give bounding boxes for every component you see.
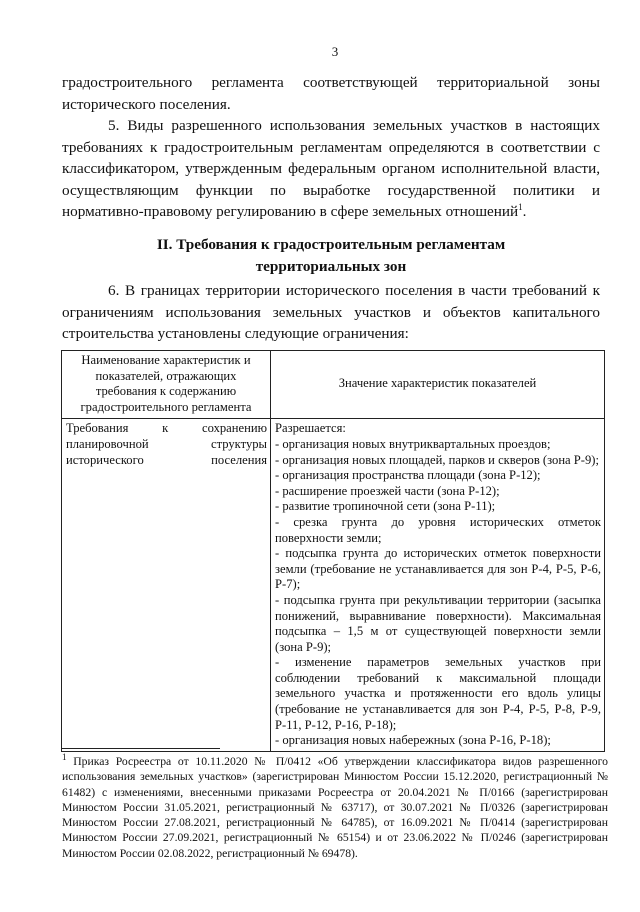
value-line: - подсыпка грунта до исторических отметок поверхности земли (требование не устанавливается для зон Р-4, Р-5, Р-6, Р-7); [275,546,601,592]
value-line: - расширение проезжей части (зона Р-12); [275,483,500,498]
paragraph-5 [62,115,600,223]
value-line: - организация пространства площади (зона Р-12); [275,468,541,483]
paragraph-5-end: . [522,203,527,220]
footnote-divider [62,748,220,749]
value-line: - организация новых набережных (зона Р-16, Р-18); [275,733,551,748]
section-heading-line1: II. Требования к градостроительным регламентам [156,236,506,253]
table-row [62,419,605,751]
footnote-marker: 1 [62,752,67,763]
table-cell-requirement: Требования к сохранению планировочной структуры исторического поселения [62,419,271,751]
section-heading-line2: территориальных зон [255,257,407,275]
footnote [62,754,608,861]
value-line: - срезка грунта до уровня исторических отметок поверхности земли; [275,514,601,545]
value-line: - подсыпка грунта при рекультивации территории (засыпка понижений, выравнивание поверхности). Максимальная подсыпка – 1,5 м от существующей поверхности земли (зона Р-9); [275,592,601,654]
footnote-text: Приказ Росреестра от 10.11.2020 № П/0412 «Об утверждении классификатора видов разрешенного использования земельных участков» (зарегистрирован Минюстом России 15.12.2020, регистрационный № 61482) с изменениями, внесенными приказами Росреестра от 20.04.2021 № П/0166 (зарегистрирован Минюстом России 31.05.2021, регистрационный № 63717), от 30.07.2021 № П/0326 (зарегистрирован Минюстом России 27.08.2021, регистрационный № 64785), от 16.09.2021 № П/0414 (зарегистрирован Минюстом России 27.09.2021, регистрационный № 65154) и от 23.06.2022 № П/0246 (зарегистрирован Минюстом России 02.08.2022, регистрационный № 69478). [62,755,608,860]
value-line: Разрешается: [275,421,346,436]
value-line: - организация новых площадей, парков и скверов (зона Р-9); [275,452,599,467]
section-heading [62,234,600,277]
table-header-row [62,351,605,419]
table-header-col1: Наименование характеристик и показателей, отражающих требования к содержанию градостроительного регламента [62,351,271,419]
paragraph-5-text: 5. Виды разрешенного использования земельных участков в настоящих требованиях к градостроительным регламентам определяются в соответствии с классификатором, утвержденным федеральным органом исполнительной власти, осуществляющим функции по выработке государственной политики и нормативно-правовому регулированию в сфере земельных отношений [62,117,600,220]
footnote-reference: 1 [518,201,523,212]
paragraph-6: 6. В границах территории исторического поселения в части требований к ограничениям использования земельных участков и объектов капитального строительства установлены следующие ограничения: [62,282,600,342]
page-number: 3 [331,44,339,59]
value-line: - организация новых внутриквартальных проездов; [275,436,551,451]
restrictions-table [61,350,605,752]
value-line: - развитие тропиночной сети (зона Р-11); [275,499,496,514]
paragraph-intro: градостроительного регламента соответствующей территориальной зоны исторического поселения. [62,74,600,113]
value-line: - изменение параметров земельных участков при соблюдении требований к максимальной площади земельного участка и протяженности его вдоль улицы (требование не устанавливается для зон Р-4, Р-5, Р-8, Р-9, Р-11, Р-12, Р-16, Р-18); [275,655,601,732]
table-cell-values [271,419,605,751]
table-header-col2: Значение характеристик показателей [271,351,605,419]
